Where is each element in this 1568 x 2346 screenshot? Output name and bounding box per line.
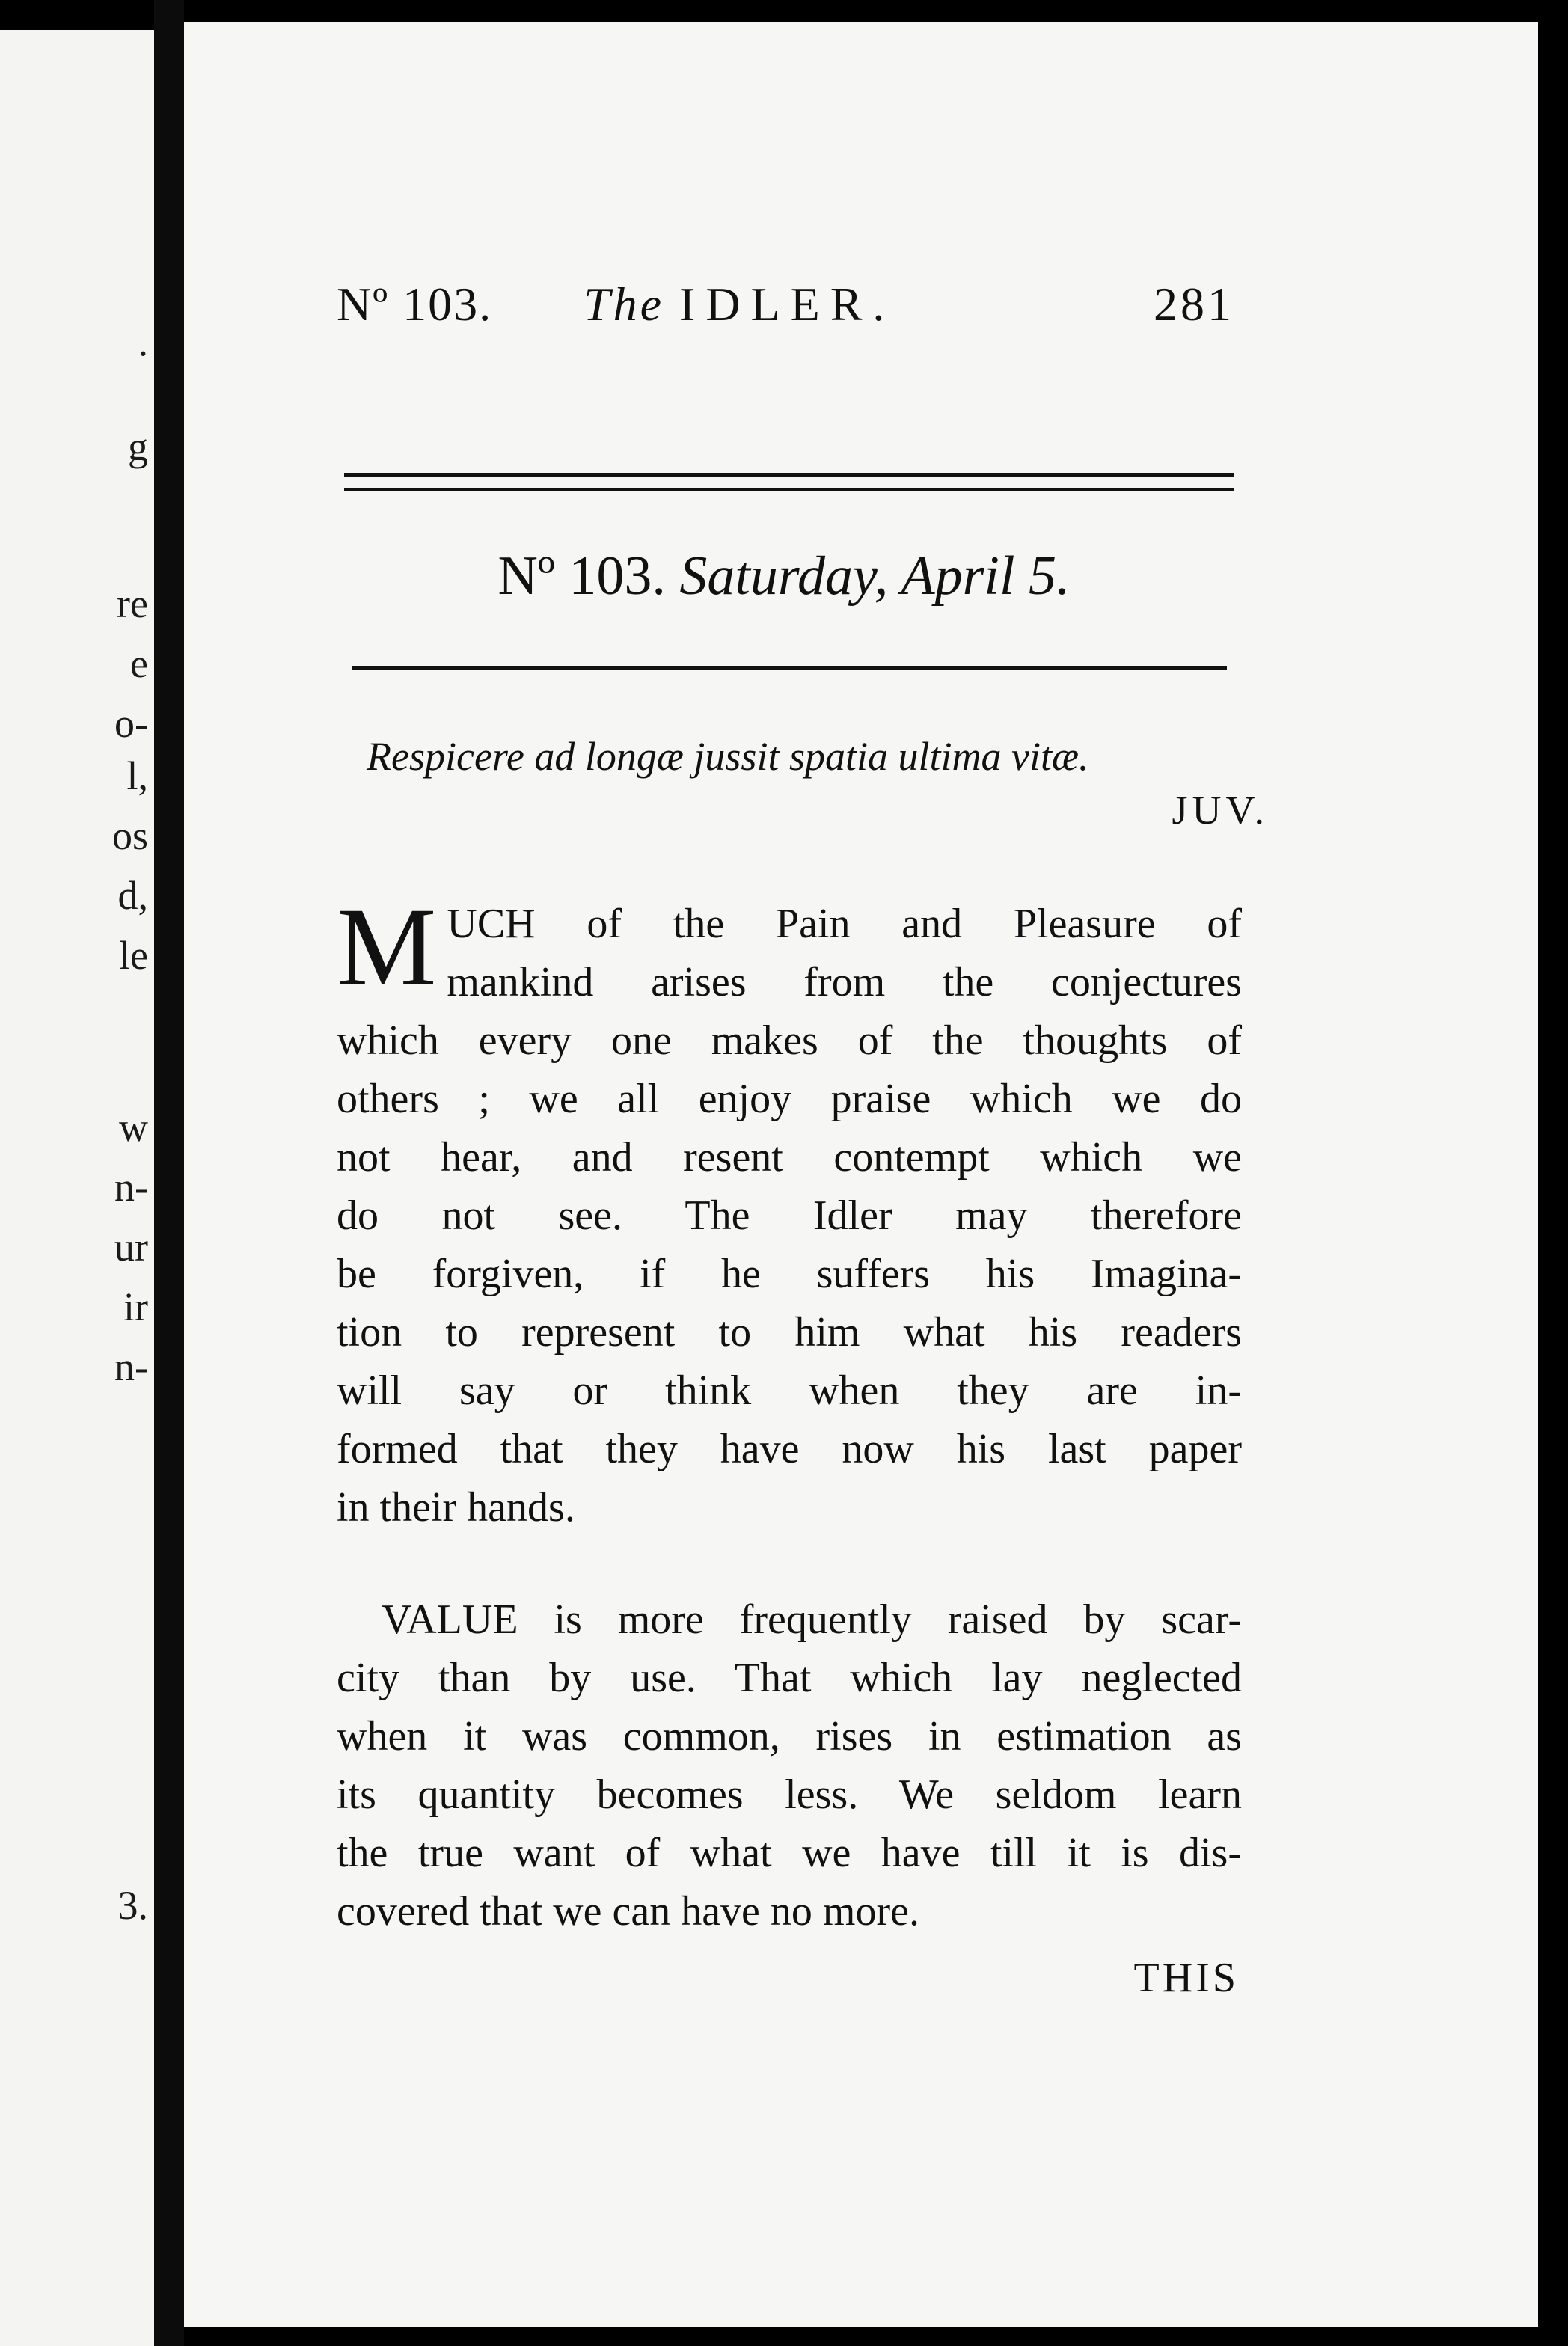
running-head-title-smallcaps: IDLER. bbox=[679, 278, 895, 331]
margin-fragment: w bbox=[119, 1105, 148, 1150]
text-line: its quantity becomes less. We seldom learn bbox=[337, 1771, 1242, 1818]
text-line: city than by use. That which lay neglected bbox=[337, 1655, 1242, 1701]
text-line: when it was common, rises in estimation as bbox=[337, 1713, 1242, 1760]
text-line: VALUE is more frequently raised by scar- bbox=[382, 1596, 1242, 1643]
margin-fragment: . bbox=[138, 319, 148, 364]
drop-cap: M bbox=[337, 885, 437, 1009]
double-rule-bottom bbox=[344, 488, 1234, 491]
text-line: others ; we all enjoy praise which we do bbox=[337, 1076, 1242, 1122]
margin-fragment: ir bbox=[123, 1284, 148, 1329]
margin-fragment: n- bbox=[114, 1165, 148, 1210]
epigraph: Respicere ad longæ jussit spatia ultima vitæ. bbox=[367, 734, 1089, 779]
margin-fragment: 3. bbox=[117, 1883, 148, 1928]
page-edge bbox=[1538, 0, 1568, 2346]
paragraph-1 bbox=[337, 885, 1242, 1537]
issue-number: Nº 103. bbox=[497, 545, 666, 607]
issue-heading bbox=[0, 545, 1568, 608]
page-number: 281 bbox=[1154, 278, 1234, 331]
text-line: covered that we can have no more. bbox=[337, 1888, 919, 1935]
facing-page-fragment bbox=[0, 30, 154, 2346]
text-line: do not see. The Idler may therefore bbox=[337, 1192, 1242, 1239]
paragraph-2 bbox=[337, 1590, 1242, 1941]
running-head-title bbox=[584, 277, 895, 332]
epigraph-author: JUV. bbox=[1172, 788, 1269, 833]
text-line: which every one makes of the thoughts of bbox=[337, 1017, 1242, 1064]
margin-fragment: g bbox=[128, 424, 148, 469]
margin-fragment: l, bbox=[126, 753, 148, 798]
issue-date: Saturday, April 5. bbox=[679, 545, 1071, 607]
running-head-number: Nº 103. bbox=[337, 278, 493, 331]
margin-fragment: ur bbox=[114, 1225, 148, 1270]
text-line: will say or think when they are in- bbox=[337, 1368, 1242, 1414]
margin-fragment: n- bbox=[114, 1344, 148, 1389]
running-head bbox=[337, 277, 1234, 337]
margin-fragment: e bbox=[130, 641, 148, 686]
book-gutter bbox=[154, 0, 184, 2346]
text-line: be forgiven, if he suffers his Imagina- bbox=[337, 1251, 1242, 1297]
text-line: tion to represent to him what his readers bbox=[337, 1309, 1242, 1356]
running-head-title-italic: The bbox=[584, 278, 664, 331]
heading-rule bbox=[352, 666, 1227, 670]
margin-fragment: o- bbox=[114, 701, 148, 746]
text-line: the true want of what we have till it is dis- bbox=[337, 1830, 1242, 1876]
text-line: in their hands. bbox=[337, 1484, 575, 1531]
text-line: mankind arises from the conjectures bbox=[447, 959, 1242, 1005]
text-line: formed that they have now his last paper bbox=[337, 1426, 1242, 1472]
text-line: not hear, and resent contempt which we bbox=[337, 1134, 1242, 1180]
margin-fragment: os bbox=[111, 813, 148, 858]
catchword: THIS bbox=[1133, 1955, 1239, 2001]
margin-fragment: re bbox=[117, 581, 148, 626]
text-line: UCH of the Pain and Pleasure of bbox=[447, 901, 1242, 947]
double-rule-top bbox=[344, 473, 1234, 477]
margin-fragment: d, bbox=[117, 873, 148, 918]
margin-fragment: le bbox=[119, 933, 148, 978]
